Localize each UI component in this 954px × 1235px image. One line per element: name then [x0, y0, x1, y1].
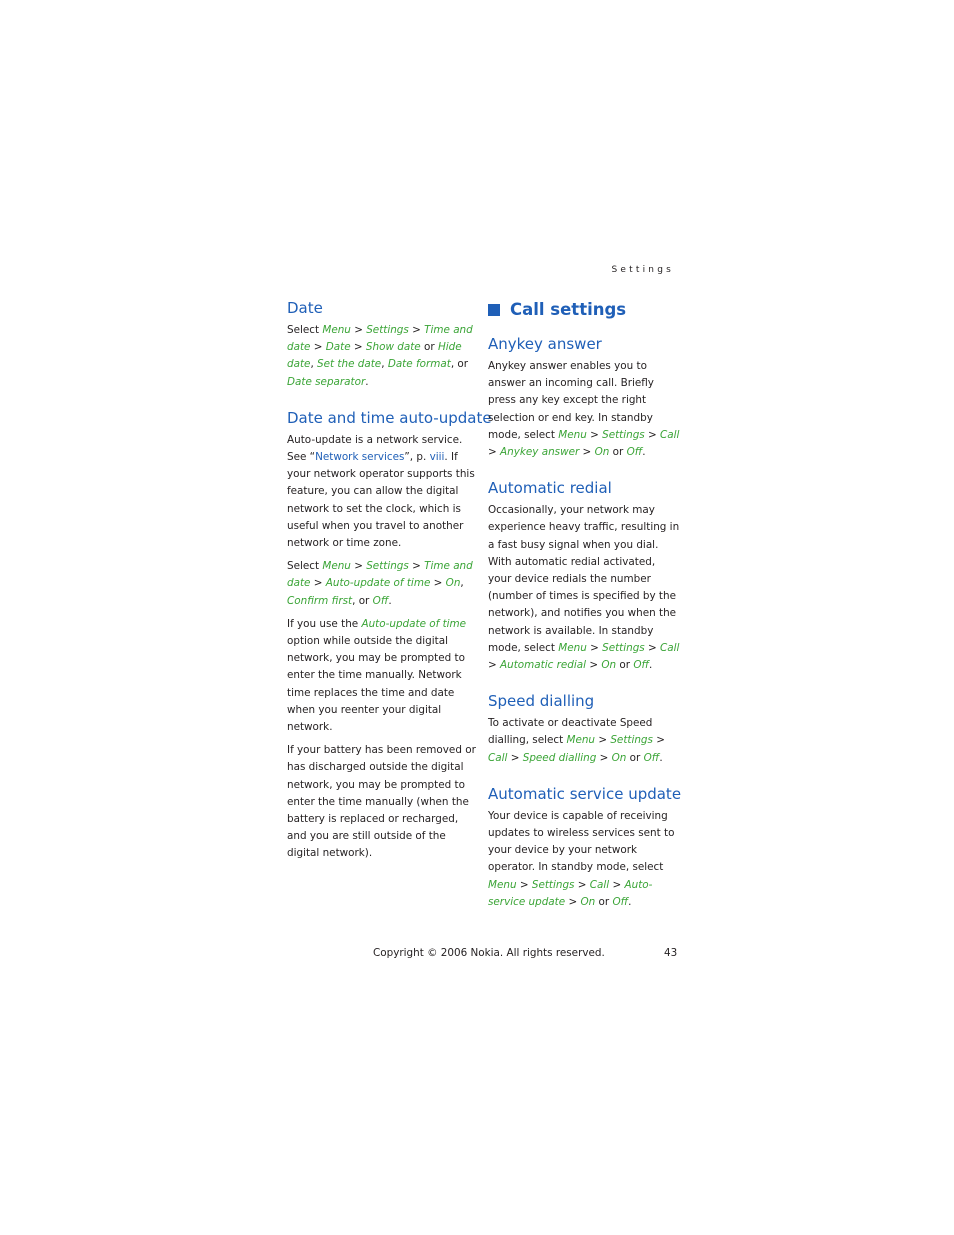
date-section: [287, 298, 479, 391]
text: or: [609, 446, 627, 459]
text: >: [565, 895, 581, 908]
text: >: [579, 446, 595, 459]
menu-path: Menu: [322, 324, 351, 336]
menu-path: Settings: [366, 324, 409, 336]
auto-update-note: [287, 616, 479, 736]
anykey-heading: Anykey answer: [488, 335, 602, 353]
text: .: [659, 751, 663, 764]
menu-path: Set the date: [317, 358, 382, 371]
speed-paragraph: [488, 715, 680, 767]
service-paragraph: [488, 808, 680, 911]
menu-path: Menu: [566, 734, 596, 747]
text: .: [628, 895, 632, 908]
text: Auto-update is a network service. See “: [287, 433, 463, 464]
menu-path: Anykey answer: [500, 446, 580, 459]
text: or: [595, 895, 613, 908]
menu-path: Settings: [602, 428, 645, 441]
text: >: [574, 878, 590, 891]
text: >: [516, 878, 532, 891]
text: >: [310, 341, 326, 354]
running-header: Settings: [611, 265, 674, 275]
menu-path: Menu: [322, 560, 351, 573]
anykey-section: [488, 334, 680, 461]
text: or: [626, 751, 644, 764]
text: >: [586, 659, 602, 672]
menu-path: Confirm first: [287, 594, 353, 607]
text: >: [430, 577, 446, 590]
text: >: [595, 734, 611, 747]
menu-path: Menu: [558, 428, 587, 441]
speed-heading: Speed dialling: [488, 692, 595, 711]
menu-path: Time and date: [287, 560, 473, 590]
redial-heading: Automatic redial: [488, 479, 612, 498]
text: .: [649, 659, 653, 672]
auto-update-section: [287, 408, 492, 863]
auto-update-path: [287, 558, 479, 610]
menu-path: Off: [372, 594, 389, 607]
menu-path: On: [445, 577, 461, 590]
square-bullet-icon: [488, 304, 500, 316]
menu-path: Call: [660, 641, 680, 654]
text: >: [644, 428, 661, 441]
menu-path: On: [594, 446, 610, 459]
menu-path: Date: [325, 341, 351, 354]
anykey-paragraph: [488, 358, 680, 461]
text: .: [365, 375, 369, 388]
menu-path: Auto-service update: [488, 878, 653, 908]
text: >: [586, 428, 603, 441]
text: >: [644, 641, 661, 654]
menu-path: Settings: [602, 641, 645, 654]
call-settings-title: [488, 298, 680, 322]
text: ,: [310, 358, 318, 371]
text: >: [310, 577, 326, 590]
menu-path: Speed dialling: [522, 751, 597, 764]
text: ”, p.: [404, 451, 430, 464]
text: >: [609, 878, 625, 891]
menu-path: Call: [589, 878, 610, 891]
menu-path: Show date: [365, 341, 421, 354]
menu-path: Off: [612, 895, 629, 908]
text: >: [350, 560, 367, 573]
menu-path: Call: [488, 751, 508, 764]
text: Select: [287, 324, 323, 336]
text: >: [350, 341, 366, 354]
text: >: [350, 324, 367, 336]
page-number: 43: [664, 947, 678, 959]
text: >: [488, 446, 501, 459]
auto-update-heading: Date and time auto-update: [287, 408, 492, 427]
redial-paragraph: [488, 502, 680, 674]
menu-path: Off: [633, 659, 650, 672]
battery-note: If your battery has been removed or has discharged outside the digital network, you may be prompted to enter the time manually (when the battery is replaced or recharged, and you are still outside of the digital network).: [287, 744, 476, 860]
text: or: [420, 341, 438, 354]
menu-path: Off: [643, 751, 660, 764]
date-paragraph: [287, 322, 479, 391]
menu-path: Settings: [610, 734, 653, 747]
service-section: [488, 784, 680, 911]
text: ,: [460, 577, 464, 590]
text: Anykey answer enables you to answer an incoming call. Briefly press any key except the right selection or end key. In standby mode, select: [488, 360, 654, 441]
menu-path: Settings: [531, 878, 575, 891]
redial-section: [488, 478, 680, 674]
date-heading: Date: [287, 299, 323, 317]
text: >: [596, 751, 612, 764]
text: >: [408, 560, 425, 573]
left-column: [287, 298, 492, 880]
menu-path: Settings: [366, 560, 409, 573]
text: or: [616, 659, 634, 672]
menu-path: Hide date: [287, 341, 462, 371]
text: .: [642, 446, 646, 459]
menu-path: Menu: [558, 641, 587, 654]
menu-path: On: [580, 895, 596, 908]
menu-path: Date separator: [287, 375, 366, 388]
menu-path: Time and date: [287, 324, 473, 354]
menu-path: Automatic redial: [500, 659, 587, 672]
menu-path: Date format: [387, 358, 451, 371]
auto-update-intro: [287, 432, 479, 552]
text: >: [408, 324, 425, 336]
text: If you use the: [287, 617, 362, 630]
text: . If your network operator supports this feature, you can allow the digital network to set the clock, which is useful when you travel to another network or time zone.: [287, 451, 475, 550]
menu-path: Off: [626, 446, 643, 459]
menu-path: On: [601, 659, 617, 672]
menu-path: Auto-update of time: [361, 617, 467, 630]
menu-path: Call: [660, 428, 680, 441]
text: >: [507, 751, 523, 764]
right-column: [488, 298, 680, 928]
title-text: Call settings: [510, 300, 627, 319]
text: .: [388, 594, 392, 607]
text: Occasionally, your network may experience heavy traffic, resulting in a fast busy signal when you dial. With automatic redial activated, your device redials the number (number of times is specified by the network), and notifies you when the network is available. In standby mode, select: [488, 504, 680, 654]
copyright-footer: Copyright © 2006 Nokia. All rights reserved.: [373, 947, 605, 959]
menu-path: Menu: [488, 878, 517, 891]
text: Select: [287, 560, 323, 573]
text: >: [586, 641, 603, 654]
menu-path: On: [611, 751, 627, 764]
text: >: [488, 659, 501, 672]
text: ,: [381, 358, 388, 371]
speed-section: [488, 691, 680, 767]
text: option while outside the digital network, you may be prompted to enter the time manually. Network time replaces the time and date when you reenter your digital network.: [287, 635, 465, 734]
page-viii-link[interactable]: viii: [429, 451, 445, 464]
text: , or: [352, 594, 373, 607]
service-heading: Automatic service update: [488, 784, 682, 803]
text: To activate or deactivate Speed dialling, select: [488, 717, 653, 747]
text: Your device is capable of receiving updates to wireless services sent to your device by your network operator. In standby mode, select: [488, 809, 675, 874]
menu-path: Auto-update of time: [325, 577, 431, 590]
network-services-link[interactable]: Network services: [315, 451, 405, 464]
text: >: [652, 734, 665, 747]
text: , or: [450, 358, 469, 371]
